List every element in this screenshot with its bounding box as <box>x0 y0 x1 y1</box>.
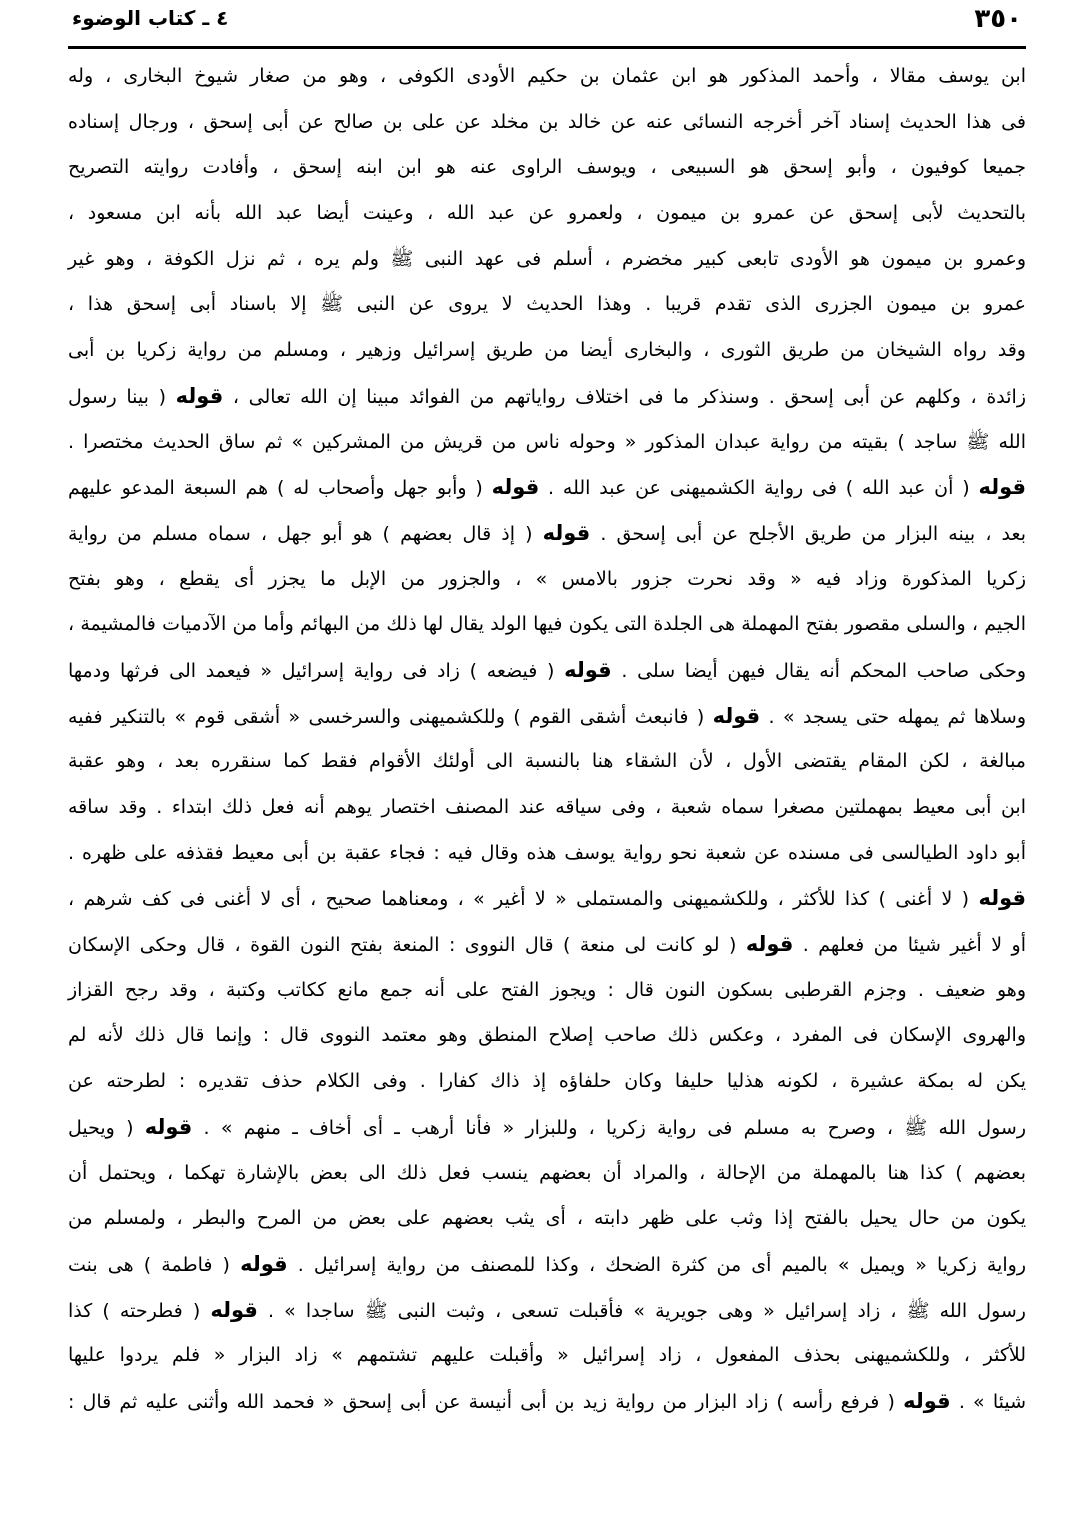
header-divider <box>68 46 1026 49</box>
lemma-marker: قوله <box>903 1388 951 1413</box>
text-line: مبالغة ، لكن المقام يقتضى الأول ، لأن الشقاء هنا بالنسبة الى أولئك الأقوام فقط كما سنقرره بعد ، وهو عقبة <box>68 750 1026 773</box>
text-line: زائدة ، وكلهم عن أبى إسحق . وسنذكر ما فى اختلاف رواياتهم من الفوائد مبينا إن الله تعالى ، قوله ( بينا رسول <box>68 383 1026 408</box>
lemma-marker: قوله <box>978 886 1026 911</box>
text-line: وسلاها ثم يمهله حتى يسجد » . قوله ( فانبعث أشقى القوم ) وللكشميهنى والسرخسى « أشقى قوم » بالتنكير ففيه <box>68 703 1027 728</box>
lemma-marker: قوله <box>240 1251 288 1276</box>
lemma-marker: قوله <box>712 703 761 728</box>
lemma-marker: قوله <box>542 520 591 545</box>
text-line: أو لا أغير شيئا من فعلهم . قوله ( لو كانت لى منعة ) قال النووى : المنعة بفتح النون القوة ، قال وحكى الإسكان <box>68 932 1026 957</box>
text-line: بعد ، بينه البزار من طريق الأجلح عن أبى إسحق . قوله ( إذ قال بعضهم ) هو أبو جهل ، سماه مسلم من رواية <box>68 520 1026 545</box>
text-line: فى هذا الحديث إسناد آخر أخرجه النسائى عنه عن خالد بن مخلد عن على بن صالح عن أبى إسحق ، ورجال إسناده <box>68 110 1026 133</box>
chapter-title: ٤ ـ كتاب الوضوء <box>72 6 229 30</box>
lemma-marker: قوله <box>144 1114 193 1139</box>
text-line: الله ﷺ ساجد ) بقيته من رواية عبدان المذكور « وحوله ناس من قريش من المشركين » ثم ساق الحديث مختصرا . <box>68 430 1026 453</box>
lemma-marker: قوله <box>978 475 1027 500</box>
text-line: رواية زكريا « ويميل » بالميم أى من كثرة الضحك ، وكذا للمصنف من رواية إسرائيل . قوله ( فاطمة ) هى بنت <box>68 1251 1026 1276</box>
text-line: ابن يوسف مقالا ، وأحمد المذكور هو ابن عثمان بن حكيم الأودى الكوفى ، وهو من صغار شيوخ البخارى ، وله <box>68 65 1026 87</box>
text-line: قوله ( أن عبد الله ) فى رواية الكشميهنى عن عبد الله . قوله ( وأبو جهل وأصحاب له ) هم السبعة المدعو عليهم <box>68 475 1027 500</box>
text-line: وعمرو بن ميمون هو الأودى تابعى كبير مخضرم ، أسلم فى عهد النبى ﷺ ولم يره ، ثم نزل الكوفة ، وهو غير <box>68 247 1026 270</box>
text-line: عمرو بن ميمون الجزرى الذى تقدم قريبا . وهذا الحديث لا يروى عن النبى ﷺ إلا باسناد أبى إسحق هذا ، <box>68 293 1026 316</box>
commentary-text <box>68 54 1026 1425</box>
text-line: الجيم ، والسلى مقصور بفتح المهملة هى الجلدة التى يكون فيها الولد يقال لها ذلك من البهائم وأما من الآدميات فالمشيمة ، <box>68 613 1026 636</box>
text-line: جميعا كوفيون ، وأبو إسحق هو السبيعى ، ويوسف الراوى عنه هو ابن ابنه إسحق ، وأفادت روايته التصريح <box>68 156 1026 179</box>
text-line: وهو ضعيف . وجزم القرطبى بسكون النون قال : ويجوز الفتح على أنه جمع مانع ككاتب وكتبة ، وقد رجح القزاز <box>68 978 1026 1001</box>
page-header <box>68 4 1026 38</box>
text-line: وقد رواه الشيخان من طريق الثورى ، والبخارى أيضا من طريق إسرائيل وزهير ، ومسلم من رواية زكريا بن أبى <box>68 339 1026 362</box>
text-line: شيئا » . قوله ( فرفع رأسه ) زاد البزار من رواية زيد بن أبى أنيسة عن أبى إسحق « فحمد الله وأثنى عليه ثم قال : <box>68 1388 1026 1413</box>
text-line: يكون من حال يحيل بالفتح إذا وثب على ظهر دابته ، أى يثب بعضهم على بعض من المرح والبطر ، ولمسلم من <box>68 1207 1026 1230</box>
text-line: قوله ( لا أغنى ) كذا للأكثر ، وللكشميهنى والمستملى « لا أغير » ، ومعناهما صحيح ، أى لا أغنى فى كف شرهم ، <box>68 886 1026 911</box>
text-line: للأكثر ، وللكشميهنى بحذف المفعول ، زاد إسرائيل « وأقبلت عليهم تشتمهم » زاد البزار « فلم يردوا عليها <box>68 1344 1026 1367</box>
text-line: بالتحديث لأبى إسحق عن عمرو بن ميمون ، ولعمرو عن عبد الله ، وعينت أيضا عبد الله بأنه ابن مسعود ، <box>68 202 1026 225</box>
page-number: ٣٥٠ <box>974 4 1022 34</box>
text-line: رسول الله ﷺ ، وصرح به مسلم فى رواية زكريا ، وللبزار « فأنا أرهب ـ أى أخاف ـ منهم » . قوله ( ويحيل <box>68 1114 1026 1139</box>
text-line: أبو داود الطيالسى فى مسنده عن شعبة نحو رواية يوسف هذه وقال فيه : فجاء عقبة بن أبى معيط فقذفه على ظهره . <box>68 841 1026 864</box>
lemma-marker: قوله <box>745 932 794 957</box>
text-line: ابن أبى معيط بمهملتين مصغرا سماه شعبة ، وفى سياقه عند المصنف اختصار يوهم أنه فعل ذلك ابتداء . وقد ساقه <box>68 796 1026 818</box>
text-line: رسول الله ﷺ ، زاد إسرائيل « وهى جويرية » فأقبلت تسعى ، وثبت النبى ﷺ ساجدا » . قوله ( فطرحته ) كذا <box>68 1297 1026 1322</box>
text-line: وحكى صاحب المحكم أنه يقال فيهن أيضا سلى . قوله ( فيضعه ) زاد فى رواية إسرائيل « فيعمد الى فرثها ودمها <box>68 657 1027 682</box>
lemma-marker: قوله <box>564 657 612 682</box>
text-line: يكن له بمكة عشيرة ، لكونه هذليا حليفا وكان حلفاؤه إذ ذاك كفارا . وفى الكلام حذف تقديره : لطرحته عن <box>68 1070 1026 1093</box>
lemma-marker: قوله <box>491 475 540 500</box>
lemma-marker: قوله <box>210 1297 258 1322</box>
lemma-marker: قوله <box>175 383 224 408</box>
text-line: والهروى الإسكان فى المفرد ، وعكس ذلك صاحب إصلاح المنطق وهو معتمد النووى قال : وإنما قال ذلك لأنه لم <box>68 1024 1026 1047</box>
text-line: زكريا المذكورة وزاد فيه « وقد نحرت جزور بالامس » ، والجزور من الإبل ما يجزر أى يقطع ، وهو بفتح <box>68 567 1026 590</box>
text-line: بعضهم ) كذا هنا بالمهملة من الإحالة ، والمراد أن بعضهم ينسب فعل ذلك الى بعض بالإشارة تهكما ، ويحتمل أن <box>68 1161 1026 1184</box>
